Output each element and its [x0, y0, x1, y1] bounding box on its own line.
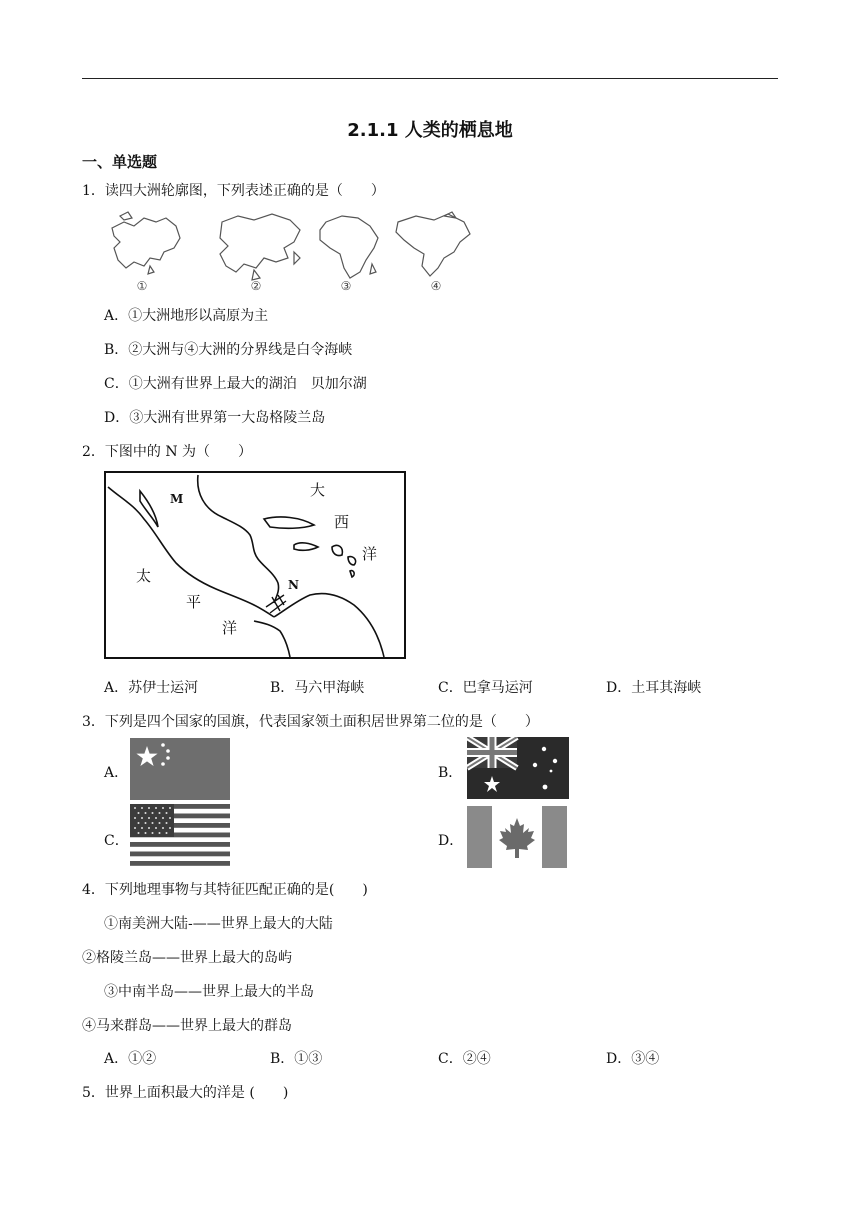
map-label-da: 大: [310, 481, 326, 499]
panama-map: [104, 471, 408, 661]
map-label-ping: 平: [186, 593, 202, 611]
q2-option-b: B．马六甲海峡: [270, 680, 365, 696]
question-4-stem: 4．下列地理事物与其特征匹配正确的是( ): [82, 882, 368, 898]
q4-statement-1: ①南美洲大陆-——世界上最大的大陆: [104, 916, 333, 932]
header-rule: [82, 78, 778, 79]
map-label-yang2: 洋: [222, 619, 238, 637]
q4-statement-3: ③中南半岛——世界上最大的半岛: [104, 984, 314, 1000]
map-label-xi: 西: [334, 513, 350, 531]
page-title: 2.1.1 人类的栖息地: [347, 120, 513, 141]
q3-option-c: C．: [104, 833, 129, 849]
question-2-stem: 2．下图中的 N 为（ ）: [82, 444, 253, 460]
continent-outline-4: [396, 212, 470, 276]
q2-option-c: C．巴拿马运河: [438, 680, 533, 696]
flag-australia: [467, 737, 569, 799]
q3-option-d: D．: [438, 833, 464, 849]
q2-option-a: A．苏伊士运河: [104, 680, 199, 696]
flag-usa: [130, 804, 230, 866]
q4-option-a: A．①②: [104, 1051, 157, 1067]
q4-option-c: C．②④: [438, 1051, 491, 1067]
q1-option-c: C．①大洲有世界上最大的湖泊 贝加尔湖: [104, 376, 367, 392]
q4-option-b: B．①③: [270, 1051, 323, 1067]
section-heading: 一、单选题: [82, 153, 158, 171]
continent-outline-1: [112, 212, 180, 274]
q1-option-a: A．①大洲地形以高原为主: [104, 308, 269, 324]
question-5-stem: 5．世界上面积最大的洋是 ( ): [82, 1085, 289, 1101]
map-label-m: M: [170, 492, 184, 506]
flag-china: [130, 738, 230, 800]
continent-label-2: ②: [250, 279, 262, 292]
continent-label-1: ①: [136, 279, 148, 292]
continent-outline-3: [320, 216, 378, 278]
q3-option-b: B．: [438, 765, 463, 781]
q3-option-a: A．: [104, 765, 129, 781]
continent-outline-2: [220, 214, 300, 280]
question-1-stem: 1．读四大洲轮廓图，下列表述正确的是（ ）: [82, 183, 385, 199]
q1-option-d: D．③大洲有世界第一大岛格陵兰岛: [104, 410, 326, 426]
q4-statement-2: ②格陵兰岛——世界上最大的岛屿: [82, 950, 292, 966]
q2-option-d: D．土耳其海峡: [606, 680, 702, 696]
question-3-stem: 3．下列是四个国家的国旗，代表国家领土面积居世界第二位的是（ ）: [82, 714, 539, 730]
q4-option-d: D．③④: [606, 1051, 660, 1067]
flag-canada: [467, 806, 567, 868]
continent-label-3: ③: [340, 279, 352, 292]
continent-label-4: ④: [430, 279, 442, 292]
q1-option-b: B．②大洲与④大洲的分界线是白令海峡: [104, 342, 353, 358]
map-label-n: N: [288, 578, 299, 592]
continents-figure: [104, 208, 476, 292]
map-label-tai: 太: [136, 567, 152, 585]
q4-statement-4: ④马来群岛——世界上最大的群岛: [82, 1018, 292, 1034]
map-label-yang1: 洋: [362, 545, 378, 563]
